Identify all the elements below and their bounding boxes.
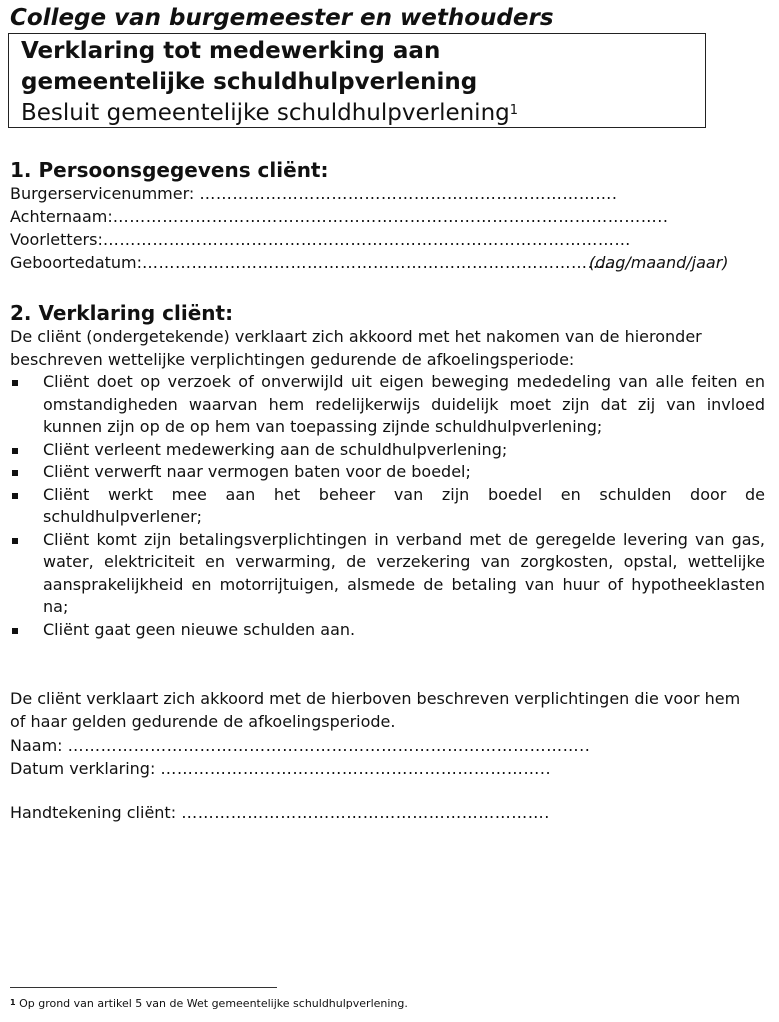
footnote-text: Op grond van artikel 5 van de Wet gemeentelijke schuldhulpverlening.: [15, 997, 408, 1010]
list-item-text: Cliënt verleent medewerking aan de schuldhulpverlening;: [43, 439, 508, 459]
document-title-line-2: gemeentelijke schuldhulpverlening: [21, 69, 478, 95]
field-geboortedatum-blank[interactable]: ……………………………………………………………………………: [142, 253, 621, 272]
document-subtitle-text: Besluit gemeentelijke schuldhulpverlening: [21, 100, 510, 126]
list-item-text: Cliënt werkt mee aan het beheer van zijn boedel en schulden door de schuldhulpverlener;: [43, 484, 765, 526]
section-2-heading: 2. Verklaring cliënt:: [10, 301, 234, 325]
footnote-reference: 1: [509, 103, 519, 118]
list-item-text: Cliënt verwerft naar vermogen baten voor de boedel;: [43, 462, 471, 481]
field-achternaam: [10, 206, 668, 228]
field-bsn-label: Burgerservicenummer:: [10, 184, 200, 203]
declaration-closing: De cliënt verklaart zich akkoord met de hierboven beschreven verplichtingen die voor hem of haar gelden gedurende de afkoelingsperiode.: [10, 689, 741, 731]
list-item-text: Cliënt komt zijn betalingsverplichtingen in verband met de geregelde levering van gas, water, elektriciteit en verwarming, de verzekering van zorgkosten, opstal, wettelijke aansprakelijkheid en motorrijtuigen, alsmede de betaling van huur of hypotheeklasten na;: [43, 529, 765, 616]
field-bsn: [10, 183, 617, 205]
field-achternaam-label: Achternaam:: [10, 207, 113, 226]
obligations-list: [10, 371, 765, 641]
document-title-box: [8, 33, 706, 128]
field-handtekening-label: Handtekening cliënt:: [10, 803, 182, 822]
field-datum-verklaring-label: Datum verklaring:: [10, 759, 161, 778]
declaration-intro: De cliënt (ondergetekende) verklaart zich akkoord met het nakomen van de hieronder beschreven wettelijke verplichtingen gedurende de afkoelingsperiode:: [10, 327, 702, 369]
field-voorletters-blank[interactable]: ……………………………………………………………………………………: [102, 230, 631, 249]
list-item: [10, 371, 765, 439]
list-item: [10, 484, 765, 529]
field-bsn-blank[interactable]: ………………………………………………………………….: [199, 184, 618, 203]
field-datum-verklaring: [10, 758, 551, 780]
list-item: [10, 529, 765, 619]
document-subtitle: [21, 98, 518, 128]
field-handtekening: [10, 802, 550, 824]
authority-title: College van burgemeester en wethouders: [10, 5, 554, 31]
field-naam-label: Naam:: [10, 736, 68, 755]
list-item: [10, 619, 765, 642]
list-item: [10, 461, 765, 484]
field-datum-verklaring-blank[interactable]: ……………………………………………………………..: [160, 759, 552, 778]
document-title-line-1: Verklaring tot medewerking aan: [21, 38, 441, 64]
field-geboortedatum-label: Geboortedatum:: [10, 253, 143, 272]
section-1-heading: 1. Persoonsgegevens cliënt:: [10, 158, 329, 182]
footnote: [10, 996, 408, 1012]
field-voorletters: [10, 229, 631, 251]
footnote-number: 1: [10, 998, 16, 1007]
list-item: [10, 439, 765, 462]
footnote-divider: [10, 987, 277, 988]
date-format-hint: (dag/maand/jaar): [589, 253, 729, 272]
field-geboortedatum: [10, 252, 621, 274]
field-handtekening-blank[interactable]: ………………………………………………………….: [181, 803, 550, 822]
list-item-text: Cliënt gaat geen nieuwe schulden aan.: [43, 619, 356, 639]
list-item-text: Cliënt doet op verzoek of onverwijld uit eigen beweging mededeling van alle feiten en omstandigheden waarvan hem redelijkerwijs duidelijk moet zijn dat zij van invloed kunnen zijn op de op hem van toepassing zijnde schuldhulpverlening;: [43, 372, 765, 436]
field-voorletters-label: Voorletters:: [10, 230, 103, 249]
field-naam-blank[interactable]: …………………………………………………………………………………..: [67, 736, 591, 755]
field-naam: [10, 735, 590, 757]
field-achternaam-blank[interactable]: ………………………………………………………………………………………..: [112, 207, 669, 226]
